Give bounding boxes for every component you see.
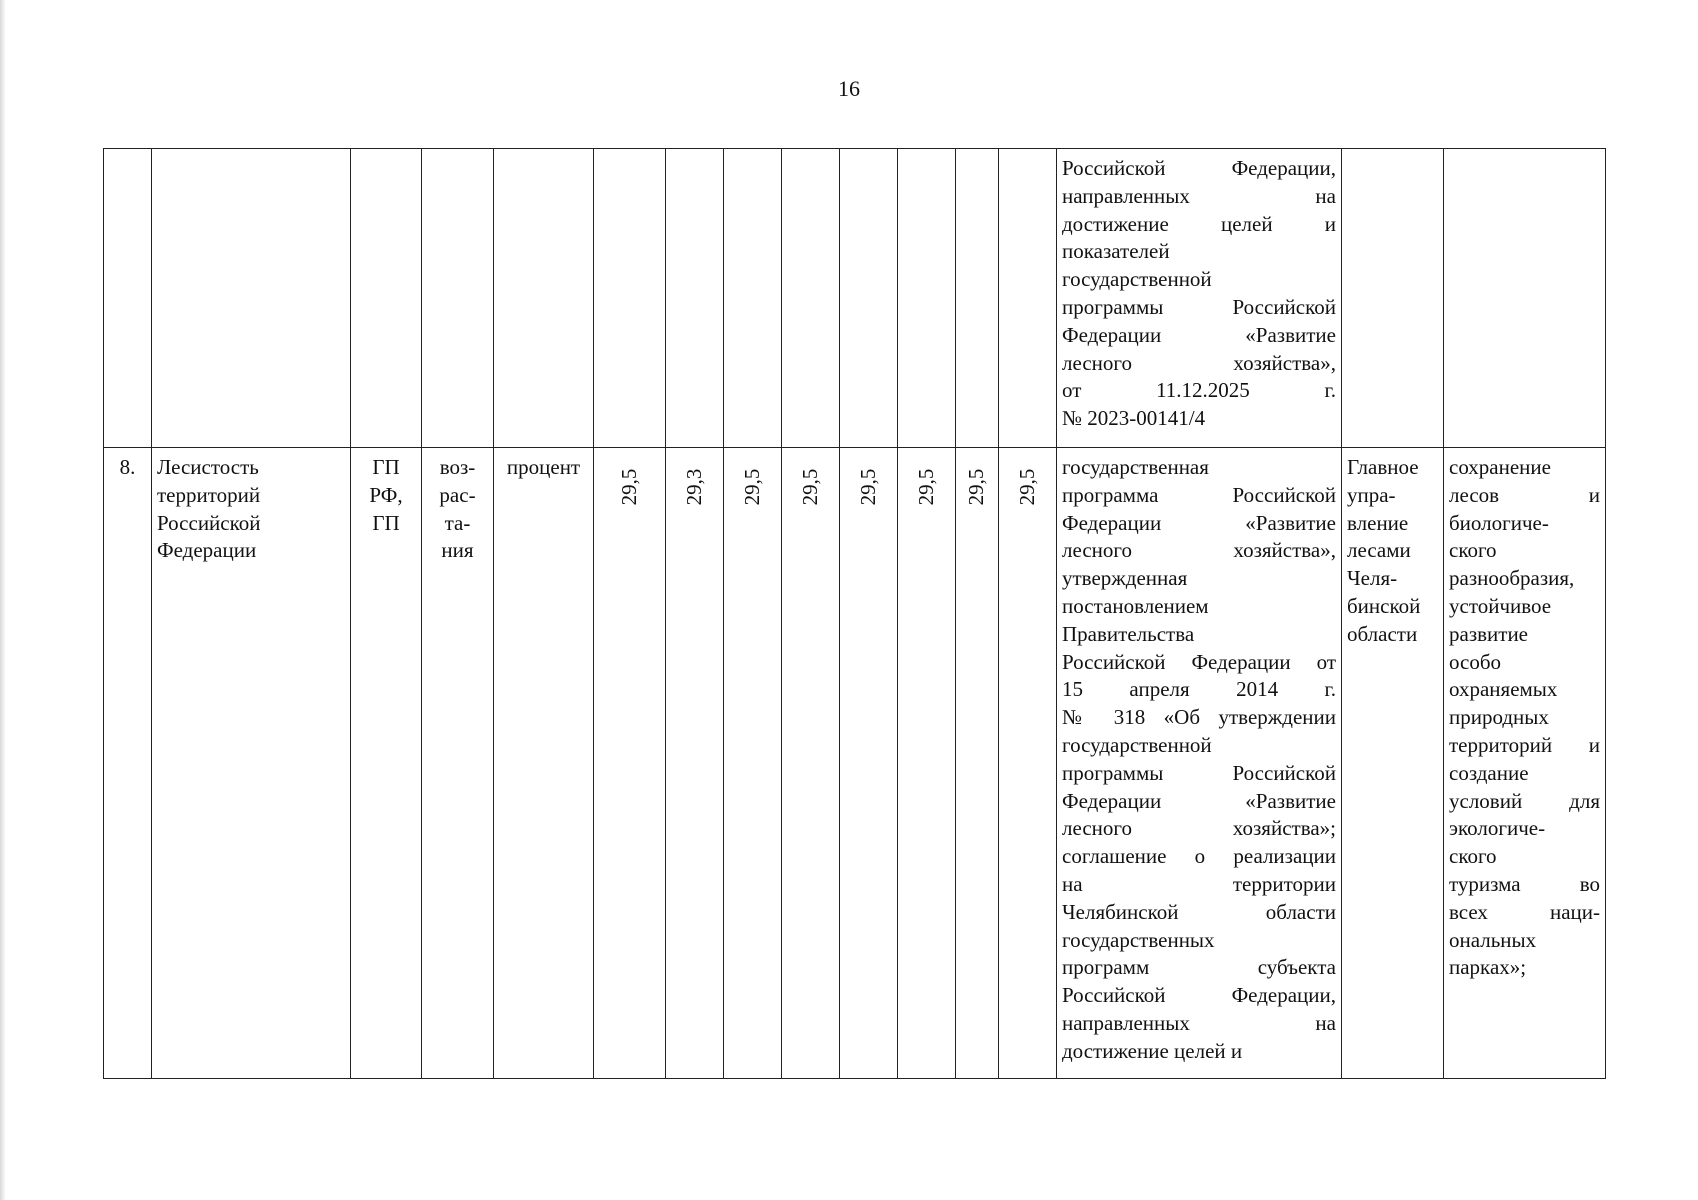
goal-line: биологиче- xyxy=(1449,510,1549,535)
trend-line: рас- xyxy=(439,482,476,507)
page-number: 16 xyxy=(838,76,860,101)
cell-value xyxy=(724,149,782,448)
goal-line: устойчивое xyxy=(1449,593,1552,618)
cell-unit: процент xyxy=(494,448,594,1079)
indicator-table xyxy=(103,148,1606,1079)
trend-line: воз- xyxy=(439,455,476,479)
table-row-8 xyxy=(104,448,1606,1079)
cell-goal xyxy=(1444,149,1606,448)
value-text: 29,5 xyxy=(855,468,880,506)
source-line: № 318 «Об утверждении xyxy=(1062,705,1336,730)
cell-value xyxy=(782,448,840,1079)
goal-line: лесов и xyxy=(1449,482,1600,507)
cell-level xyxy=(351,149,422,448)
value-text: 29,5 xyxy=(964,468,989,506)
cell-trend xyxy=(422,448,494,1079)
value-text: 29,5 xyxy=(739,468,764,506)
source-line: направленных на xyxy=(1062,1010,1336,1035)
source-line: постановлением xyxy=(1062,593,1209,618)
goal-line: развитие xyxy=(1449,621,1529,646)
source-line: государственных xyxy=(1062,927,1215,952)
source-line: государственная xyxy=(1062,455,1209,479)
table-row-continuation xyxy=(104,149,1606,448)
goal-line: парках»; xyxy=(1449,955,1527,980)
source-line: показателей xyxy=(1062,239,1170,264)
trend-line: ния xyxy=(441,538,474,563)
source-line: Российской Федерации, xyxy=(1062,156,1336,180)
source-line: государственной xyxy=(1062,732,1212,757)
cell-indicator xyxy=(152,149,351,448)
source-line: утвержденная xyxy=(1062,566,1188,591)
goal-line: ональных xyxy=(1449,927,1537,952)
cell-number: 8. xyxy=(104,448,152,1079)
cell-goal xyxy=(1444,448,1606,1079)
level-line: ГП xyxy=(372,455,400,479)
cell-number xyxy=(104,149,152,448)
cell-value xyxy=(840,448,898,1079)
goal-line: создание xyxy=(1449,760,1529,785)
value-text: 29,5 xyxy=(913,468,938,506)
cell-value xyxy=(840,149,898,448)
responsible-line: Главное xyxy=(1347,455,1419,479)
cell-value xyxy=(956,448,999,1079)
cell-value xyxy=(594,149,666,448)
source-line: на территории xyxy=(1062,871,1336,896)
cell-value xyxy=(898,149,956,448)
goal-line: разнообразия, xyxy=(1449,566,1575,591)
cell-value xyxy=(666,448,724,1079)
cell-responsible xyxy=(1342,149,1444,448)
cell-value xyxy=(999,448,1057,1079)
value-text: 29,5 xyxy=(1014,468,1039,506)
value-text: 29,5 xyxy=(616,468,641,506)
goal-line: территорий и xyxy=(1449,732,1600,757)
cell-value xyxy=(724,448,782,1079)
goal-line: ского xyxy=(1449,538,1497,563)
cell-value xyxy=(956,149,999,448)
responsible-line: области xyxy=(1347,621,1418,646)
responsible-line: бинской xyxy=(1347,593,1421,618)
source-line: от 11.12.2025 г. xyxy=(1062,378,1336,403)
source-line: № 2023-00141/4 xyxy=(1062,406,1206,431)
source-line: Федерации «Развитие xyxy=(1062,788,1336,813)
goal-line: условий для xyxy=(1449,788,1600,813)
cell-responsible xyxy=(1342,448,1444,1079)
cell-value xyxy=(782,149,840,448)
value-text: 29,3 xyxy=(681,468,706,506)
cell-unit xyxy=(494,149,594,448)
cell-value xyxy=(594,448,666,1079)
source-line: Российской Федерации от xyxy=(1062,649,1336,674)
goal-line: экологиче- xyxy=(1449,816,1546,841)
source-line: лесного хозяйства», xyxy=(1062,350,1336,375)
source-line: Российской Федерации, xyxy=(1062,983,1336,1008)
source-line: Федерации «Развитие xyxy=(1062,322,1336,347)
source-line: соглашение о реализации xyxy=(1062,844,1336,869)
cell-level xyxy=(351,448,422,1079)
cell-value xyxy=(898,448,956,1079)
level-line: РФ, xyxy=(369,482,403,507)
source-line: 15 апреля 2014 г. xyxy=(1062,677,1336,702)
source-line: программы Российской xyxy=(1062,294,1336,319)
source-line: программы Российской xyxy=(1062,760,1336,785)
source-line: программ субъекта xyxy=(1062,955,1336,980)
source-line: лесного хозяйства», xyxy=(1062,538,1336,563)
source-line: Федерации «Развитие xyxy=(1062,510,1336,535)
goal-line: ского xyxy=(1449,844,1497,869)
scan-edge-shadow xyxy=(0,0,6,1200)
source-line: достижение целей и xyxy=(1062,1038,1243,1063)
cell-source-document xyxy=(1057,448,1342,1079)
source-line: государственной xyxy=(1062,267,1212,292)
cell-value xyxy=(666,149,724,448)
goal-line: природных xyxy=(1449,705,1549,730)
source-line: программа Российской xyxy=(1062,482,1336,507)
responsible-line: вление xyxy=(1347,510,1409,535)
goal-line: всех наци- xyxy=(1449,899,1600,924)
responsible-line: лесами xyxy=(1347,538,1411,563)
value-text: 29,5 xyxy=(797,468,822,506)
source-line: направленных на xyxy=(1062,183,1336,208)
goal-line: сохранение xyxy=(1449,455,1551,479)
cell-value xyxy=(999,149,1057,448)
trend-line: та- xyxy=(444,510,471,535)
cell-trend xyxy=(422,149,494,448)
responsible-line: Челя- xyxy=(1347,566,1398,591)
cell-indicator: Лесистость территорий Российской Федерации xyxy=(152,448,351,1079)
cell-source-document xyxy=(1057,149,1342,448)
source-line: лесного хозяйства»; xyxy=(1062,816,1336,841)
source-line: Правительства xyxy=(1062,621,1195,646)
goal-line: туризма во xyxy=(1449,871,1600,896)
source-line: Челябинской области xyxy=(1062,899,1336,924)
goal-line: охраняемых xyxy=(1449,677,1558,702)
source-line: достижение целей и xyxy=(1062,211,1336,236)
level-line: ГП xyxy=(372,510,400,535)
goal-line: особо xyxy=(1449,649,1502,674)
responsible-line: упра- xyxy=(1347,482,1396,507)
